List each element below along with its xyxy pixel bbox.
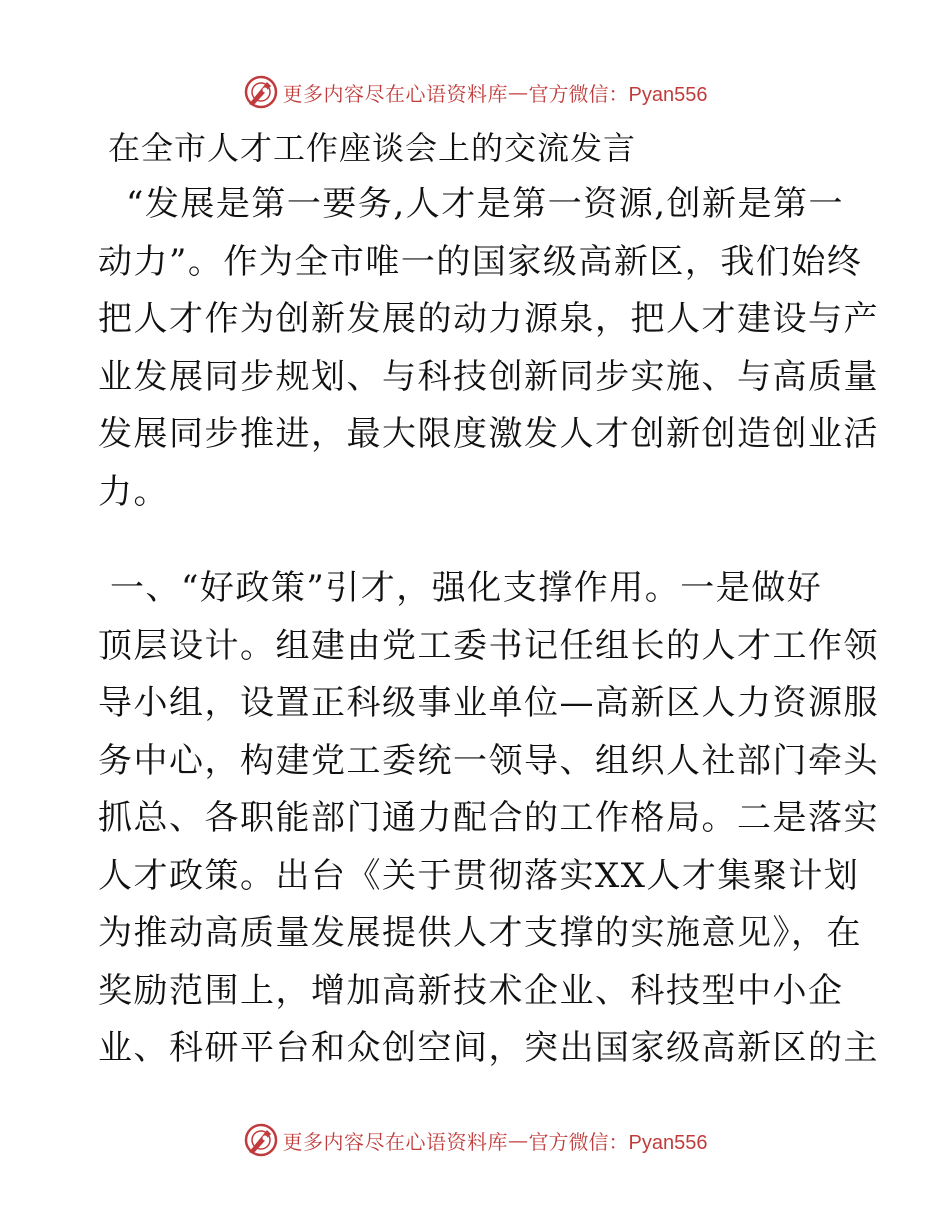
paragraph-line: 奖励范围上，增加高新技术企业、科技型中小企 — [98, 970, 844, 1011]
paragraph-line: 业、科研平台和众创空间，突出国家级高新区的主 — [98, 1028, 879, 1068]
watermark-wechat: 官方微信：Pyan556 — [528, 1131, 708, 1154]
paragraph-line: 把人才作为创新发展的动力源泉，把人才建设与产 — [98, 299, 879, 339]
paragraph-line: 人才政策。出台《关于贯彻落实XX人才集聚计划 — [98, 855, 860, 896]
watermark-wechat: 官方微信：Pyan556 — [528, 83, 708, 106]
watermark-dash: — — [508, 1128, 529, 1152]
paragraph-line: 业发展同步规划、与科技创新同步实施、与高质量 — [98, 356, 879, 397]
paragraph-line: “发展是第一要务,人才是第一资源,创新是第一 — [126, 184, 844, 224]
paragraph-intro — [98, 176, 879, 521]
watermark-banner-top — [0, 70, 950, 114]
paragraph-line: 为推动高质量发展提供人才支撑的实施意见》，在 — [98, 913, 862, 953]
paragraph-line: 力。 — [98, 471, 169, 512]
paragraph-line: 发展同步推进，最大限度激发人才创新创造创业活 — [98, 414, 879, 454]
paragraph-line: 抓总、各职能部门通力配合的工作格局。二是落实 — [98, 798, 879, 838]
watermark-text: 更多内容尽在心语资料库 — [282, 81, 509, 106]
paragraph-section-one — [98, 560, 879, 1078]
paragraph-line: 动力”。作为全市唯一的国家级高新区，我们始终 — [98, 241, 863, 282]
paragraph-line: 导小组，设置正科级事业单位—高新区人力资源服 — [98, 683, 879, 723]
watermark-text: 更多内容尽在心语资料库 — [282, 1129, 509, 1154]
paragraph-line: 务中心，构建党工委统一领导、组织人社部门牵头 — [98, 740, 879, 781]
pen-logo-icon — [243, 1122, 279, 1158]
pen-logo-icon — [243, 74, 279, 110]
document-title: 在全市人才工作座谈会上的交流发言 — [108, 129, 637, 167]
paragraph-line: 一、“好政策”引才，强化支撑作用。一是做好 — [110, 568, 823, 608]
watermark-dash: — — [508, 80, 529, 104]
paragraph-line: 顶层设计。组建由党工委书记任组长的人才工作领 — [98, 625, 879, 666]
watermark-banner-bottom — [0, 1118, 950, 1162]
